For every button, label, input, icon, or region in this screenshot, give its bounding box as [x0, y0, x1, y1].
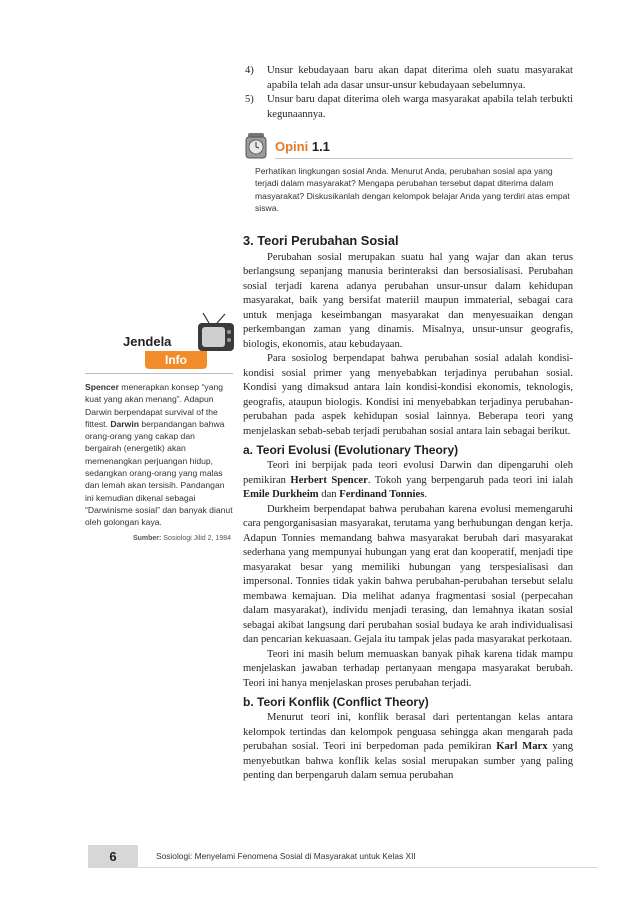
section-title: 3. Teori Perubahan Sosial [243, 232, 399, 248]
text-span: . [424, 489, 427, 501]
paragraph: Para sosiolog berpendapat bahwa perubahan sosial adalah kondisi-kondisi sosial primer yang menyebabkan terjadinya perubahan sosial. Kondisi yang dimaksud antara lain kondisi-kondisi ekonomis, teknologis, geografis, ataupun biologis. Kondisi ini menyebabkan terjadinya perubahan-perubahan pada aspek kehidupan sosial lainnya. Beberapa teori yang menjelaskan sebab-sebab terjadi perubahan sosial antara lain sebagai berikut. [243, 353, 573, 437]
list-item [243, 64, 573, 93]
paragraph [243, 459, 573, 503]
paragraph [243, 711, 573, 784]
footer-text: Sosiologi: Menyelami Fenomena Sosial di Masyarakat untuk Kelas XII [156, 851, 416, 861]
text-span: dan [318, 489, 340, 501]
jendela-info-box [85, 333, 233, 542]
bold-name: Karl Marx [496, 741, 548, 753]
text-span: Menurut teori ini, konflik berasal dari pertentangan kelas antara kelompok tertindas dan kelompok penguasa sehingga akan mengarah pada perubahan sosial. Teori ini berpedoman pada pemikiran [243, 712, 573, 753]
list-number: 4) [245, 65, 254, 76]
jendela-title: Jendela [123, 334, 172, 349]
paragraph: Perubahan sosial merupakan suatu hal yang wajar dan akan terus berlangsung sepanjang manusia berinteraksi dan bersosialisasi. Perubahan sosial terjadi karena adanya perubahan unsur-unsur dalam kehidupan masyarakat, baik yang bersifat materiil maupun immaterial, sebagai cara untuk menjaga keseimbangan masyarakat dan menyesuaikan dengan perkembangan zaman yang dinamis. Misalnya, unsur-unsur geografis, biologis, ekonomis, atau kebudayaan. [243, 251, 573, 350]
footer-rule [138, 867, 598, 868]
television-icon [195, 313, 237, 355]
text-span: berpandangan bahwa orang-orang yang cakap dan bergairah (energetik) akan memenangkan perjuangan hidup, sedangkan orang-orang yang malas dan lemah akan tersisih. Pandangan ini kemudian dikenal sebagai “Darwinisme sosial” dan banyak dianut oleh golongan kaya. [85, 418, 233, 528]
bold-name: Ferdinand Tonnies [339, 489, 425, 501]
list-text: Unsur baru dapat diterima oleh warga masyarakat apabila telah terbukti kegunaannya. [267, 94, 573, 120]
page-number: 6 [88, 845, 138, 868]
subsection-title-conflict: b. Teori Konflik (Conflict Theory) [243, 695, 429, 710]
source-note [85, 535, 233, 542]
text-span: yang menyebutkan bahwa konflik kelas sosial merupakan sumber yang paling penting dan berpengaruh dalam semua perubahan [243, 741, 573, 782]
bold-name: Spencer [85, 382, 119, 392]
opini-label: Opini [275, 139, 309, 154]
subsection-title-evolution: a. Teori Evolusi (Evolutionary Theory) [243, 443, 459, 458]
list-text: Unsur kebudayaan baru akan dapat diterima oleh suatu masyarakat apabila telah ada dasar unsur-unsur kebudayaan sebelumnya. [267, 65, 573, 91]
divider [85, 373, 233, 374]
list-number: 5) [245, 94, 254, 105]
source-label: Sumber: [132, 534, 162, 542]
bold-name: Darwin [110, 418, 139, 429]
main-column [243, 64, 573, 784]
opini-title [275, 136, 573, 159]
paragraph: Durkheim berpendapat bahwa perubahan karena evolusi memengaruhi cara pengorganisasian masyarakat, terutama yang berhubungan dengan kerja. Adapun Tonnies memandang bahwa masyarakat berubah dari masyarakat sederhana yang mempunyai hubungan yang erat dan kooperatif, menjadi tipe masyarakat besar yang memiliki hubungan yang terspesialisasi dan impersonal. Tonnies tidak yakin bahwa perubahan-perubahan tersebut selalu membawa kemajuan. Dia melihat adanya fragmentasi sosial (perpecahan dalam masyarakat), individu menjadi terasing, dan lemahnya ikatan sosial sebagai akibat langsung dari perubahan sosial budaya ke arah individualisasi dan pencarian kekuasaan. Gejala itu tampak jelas pada masyarakat perkotaan. [243, 503, 573, 646]
text-span: Teori ini berpijak pada teori evolusi Darwin dan dipengaruhi oleh pemikiran [243, 460, 573, 486]
source-text: Sosiologi Jilid 2, 1984 [161, 534, 231, 542]
opini-number: 1.1 [311, 139, 330, 154]
numbered-list [243, 64, 573, 122]
paragraph: Teori ini masih belum memuaskan banyak pihak karena tidak mampu menjelaskan jawaban terhadap pertanyaan mengapa masyarakat berubah. Teori ini hanya menjelaskan proses perubahan terjadi. [243, 648, 573, 689]
page-footer [88, 845, 598, 868]
info-tab: Info [145, 351, 207, 369]
jendela-text [85, 381, 233, 529]
bold-name: Herbert Spencer [290, 474, 368, 486]
opini-text: Perhatikan lingkungan sosial Anda. Menurut Anda, perubahan sosial apa yang terjadi dalam masyarakat? Mengapa perubahan tersebut dapat diterima dalam masyarakat? Diskusikanlah dengan kelompok belajar Anda yang terdiri atas empat siswa. [255, 166, 570, 214]
opini-box [243, 136, 573, 215]
text-span: menerapkan konsep “yang kuat yang akan menang”. Adapun Darwin berpendapat survival of the fittest. [85, 382, 224, 429]
text-span: . Tokoh yang berpengaruh pada teori ini ialah [367, 474, 573, 486]
list-item [243, 93, 573, 122]
alarm-clock-icon [245, 132, 267, 160]
bold-name: Emile Durkheim [243, 489, 319, 501]
